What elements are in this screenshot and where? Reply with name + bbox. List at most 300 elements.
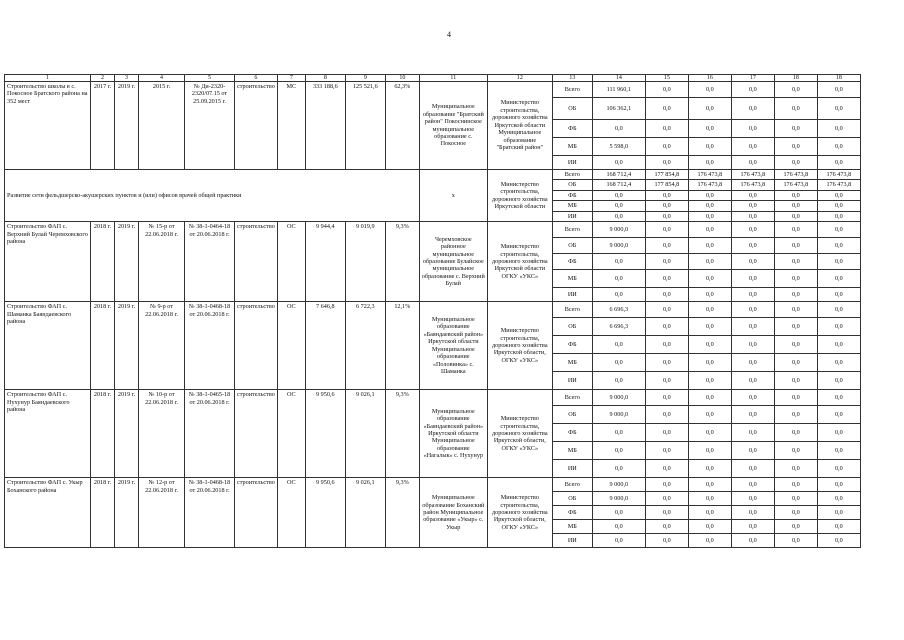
amount-cell: 168 712,4 [592, 180, 645, 190]
header-cell: 14 [592, 75, 645, 82]
funding-source: Всего [552, 390, 592, 406]
amount-cell: 0,0 [645, 82, 688, 98]
header-cell: 7 [277, 75, 305, 82]
amount-cell: 0,0 [817, 82, 860, 98]
amount-cell: 0,0 [592, 424, 645, 442]
start-year: 2018 г. [91, 478, 115, 548]
amount-cell: 177 854,8 [645, 170, 688, 180]
amount-cell: 0,0 [688, 354, 731, 372]
amount-cell: 0,0 [688, 406, 731, 424]
amount-cell: 0,0 [774, 238, 817, 254]
amount-cell: 6 696,3 [592, 318, 645, 336]
amount-cell: 0,0 [592, 254, 645, 270]
funding-source: МБ [552, 520, 592, 534]
amount-cell: 176 473,8 [731, 180, 774, 190]
header-cell: 8 [305, 75, 345, 82]
amount-cell: 176 473,8 [817, 180, 860, 190]
funding-source: Всего [552, 82, 592, 98]
amount-cell: 0,0 [592, 460, 645, 478]
amount-cell: 0,0 [774, 534, 817, 548]
amount-cell: 0,0 [645, 238, 688, 254]
decision-doc: № 12-р от 22.06.2018 г. [139, 478, 185, 548]
amount-cell: 0,0 [645, 534, 688, 548]
municipality-cell: Муниципальное образование «Баяндаевский район» Иркутской области Муниципальное образование «Нагалык» с. Нухунур [419, 390, 487, 478]
amount-cell: 0,0 [645, 98, 688, 120]
decision-doc: № 10-р от 22.06.2018 г. [139, 390, 185, 478]
page-number: 4 [447, 30, 451, 39]
remaining-cost: 9 026,1 [345, 390, 385, 478]
customer-cell: Министерство строительства, дорожного хозяйства Иркутской области, ОГКУ «УКС» [487, 390, 552, 478]
amount-cell: 0,0 [774, 478, 817, 492]
object-type: ОС [277, 222, 305, 302]
amount-cell: 0,0 [645, 460, 688, 478]
amount-cell: 0,0 [688, 138, 731, 156]
amount-cell: 0,0 [774, 520, 817, 534]
amount-cell: 0,0 [731, 190, 774, 200]
table-row [5, 478, 861, 492]
funding-source: Всего [552, 302, 592, 318]
start-year: 2017 г. [91, 82, 115, 170]
funding-source: Всего [552, 222, 592, 238]
header-cell: 17 [731, 75, 774, 82]
amount-cell: 176 473,8 [688, 170, 731, 180]
amount-cell: 0,0 [592, 354, 645, 372]
readiness-pct: 9,3% [385, 478, 419, 548]
amount-cell: 0,0 [774, 372, 817, 390]
remaining-cost: 9 026,1 [345, 478, 385, 548]
start-year: 2018 г. [91, 302, 115, 390]
work-kind: строительство [235, 390, 278, 478]
amount-cell: 0,0 [688, 534, 731, 548]
table-row [5, 222, 861, 238]
amount-cell: 111 960,1 [592, 82, 645, 98]
estimated-cost: 9 950,6 [305, 390, 345, 478]
decision-doc: 2015 г. [139, 82, 185, 170]
municipality-cell: Муниципальное образование «Баяндаевский район» Иркутской области Муниципальное образование «Половинка» с. Шаманка [419, 302, 487, 390]
object-type: ОС [277, 302, 305, 390]
amount-cell: 0,0 [592, 442, 645, 460]
start-year: 2018 г. [91, 222, 115, 302]
amount-cell: 0,0 [688, 201, 731, 211]
readiness-pct: 62,3% [385, 82, 419, 170]
amount-cell: 0,0 [774, 138, 817, 156]
amount-cell: 0,0 [817, 190, 860, 200]
amount-cell: 0,0 [774, 120, 817, 138]
customer-cell: Министерство строительства, дорожного хозяйства Иркутской области Муниципальное образование "Братский район" [487, 82, 552, 170]
amount-cell: 0,0 [688, 82, 731, 98]
amount-cell: 0,0 [731, 442, 774, 460]
amount-cell: 0,0 [774, 98, 817, 120]
amount-cell: 0,0 [688, 156, 731, 170]
amount-cell: 168 712,4 [592, 170, 645, 180]
amount-cell: 0,0 [817, 534, 860, 548]
amount-cell: 0,0 [645, 442, 688, 460]
amount-cell: 0,0 [688, 211, 731, 221]
amount-cell: 0,0 [774, 302, 817, 318]
amount-cell: 0,0 [774, 156, 817, 170]
funding-source: ФБ [552, 190, 592, 200]
readiness-pct: 9,3% [385, 390, 419, 478]
project-doc: № 38-1-0468-18 от 20.06.2018 г. [185, 478, 235, 548]
amount-cell: 0,0 [731, 201, 774, 211]
remaining-cost: 6 722,3 [345, 302, 385, 390]
amount-cell: 0,0 [817, 520, 860, 534]
amount-cell: 0,0 [592, 120, 645, 138]
amount-cell: 0,0 [731, 336, 774, 354]
amount-cell: 0,0 [731, 318, 774, 336]
table-row [5, 170, 861, 180]
amount-cell: 0,0 [645, 254, 688, 270]
funding-source: Всего [552, 478, 592, 492]
amount-cell: 0,0 [774, 506, 817, 520]
amount-cell: 0,0 [592, 534, 645, 548]
amount-cell: 0,0 [645, 492, 688, 506]
amount-cell: 0,0 [688, 372, 731, 390]
amount-cell: 0,0 [774, 460, 817, 478]
amount-cell: 176 473,8 [774, 170, 817, 180]
amount-cell: 0,0 [645, 270, 688, 288]
amount-cell: 0,0 [817, 318, 860, 336]
funding-source: ОБ [552, 98, 592, 120]
funding-source: ОБ [552, 180, 592, 190]
funding-source: ИИ [552, 211, 592, 221]
project-doc: № 38-1-0468-18 от 20.06.2018 г. [185, 302, 235, 390]
object-type: МС [277, 82, 305, 170]
amount-cell: 0,0 [688, 336, 731, 354]
amount-cell: 0,0 [645, 318, 688, 336]
amount-cell: 0,0 [688, 390, 731, 406]
header-cell: 1 [5, 75, 91, 82]
amount-cell: 0,0 [817, 506, 860, 520]
estimated-cost: 7 646,8 [305, 302, 345, 390]
funding-source: ФБ [552, 254, 592, 270]
object-name: Строительство ФАП с. Укыр Боханского района [5, 478, 91, 548]
amount-cell: 176 473,8 [731, 170, 774, 180]
municipality-cell: Черемховское районное муниципальное образование Булайское муниципальное образование с. Верхний Булай [419, 222, 487, 302]
amount-cell: 177 854,8 [645, 180, 688, 190]
funding-source: МБ [552, 270, 592, 288]
amount-cell: 0,0 [731, 460, 774, 478]
amount-cell: 0,0 [645, 372, 688, 390]
amount-cell: 0,0 [731, 534, 774, 548]
amount-cell: 0,0 [688, 478, 731, 492]
amount-cell: 0,0 [731, 222, 774, 238]
amount-cell: 0,0 [688, 506, 731, 520]
amount-cell: 0,0 [731, 424, 774, 442]
amount-cell: 0,0 [645, 138, 688, 156]
amount-cell: 0,0 [688, 98, 731, 120]
funding-source: ФБ [552, 336, 592, 354]
amount-cell: 0,0 [731, 270, 774, 288]
header-cell: 15 [645, 75, 688, 82]
amount-cell: 0,0 [688, 222, 731, 238]
funding-source: ФБ [552, 424, 592, 442]
amount-cell: 0,0 [731, 506, 774, 520]
amount-cell: 0,0 [645, 120, 688, 138]
funding-source: МБ [552, 201, 592, 211]
header-row [5, 75, 861, 82]
amount-cell: 0,0 [817, 211, 860, 221]
amount-cell: 0,0 [645, 424, 688, 442]
end-year: 2019 г. [115, 390, 139, 478]
amount-cell: 0,0 [592, 506, 645, 520]
header-cell: 13 [552, 75, 592, 82]
amount-cell: 0,0 [731, 520, 774, 534]
amount-cell: 0,0 [817, 390, 860, 406]
amount-cell: 0,0 [731, 302, 774, 318]
amount-cell: 0,0 [688, 302, 731, 318]
section-mark: х [419, 170, 487, 222]
funding-source: ОБ [552, 238, 592, 254]
amount-cell: 0,0 [774, 390, 817, 406]
amount-cell: 0,0 [645, 390, 688, 406]
amount-cell: 0,0 [592, 190, 645, 200]
remaining-cost: 125 521,6 [345, 82, 385, 170]
amount-cell: 0,0 [731, 238, 774, 254]
table-row [5, 82, 861, 98]
work-kind: строительство [235, 302, 278, 390]
amount-cell: 0,0 [688, 190, 731, 200]
amount-cell: 0,0 [731, 406, 774, 424]
customer-cell: Министерство строительства, дорожного хозяйства Иркутской области ОГКУ «УКС» [487, 222, 552, 302]
amount-cell: 0,0 [592, 201, 645, 211]
funding-source: МБ [552, 354, 592, 372]
amount-cell: 0,0 [817, 98, 860, 120]
header-cell: 18 [774, 75, 817, 82]
amount-cell: 0,0 [774, 492, 817, 506]
amount-cell: 0,0 [817, 120, 860, 138]
amount-cell: 0,0 [774, 424, 817, 442]
amount-cell: 0,0 [817, 138, 860, 156]
amount-cell: 0,0 [817, 336, 860, 354]
readiness-pct: 12,1% [385, 302, 419, 390]
header-cell: 11 [419, 75, 487, 82]
project-doc: № 38-1-0464-18 от 20.06.2018 г. [185, 222, 235, 302]
funding-source: ИИ [552, 534, 592, 548]
amount-cell: 0,0 [688, 442, 731, 460]
remaining-cost: 9 019,9 [345, 222, 385, 302]
amount-cell: 0,0 [774, 318, 817, 336]
amount-cell: 9 000,0 [592, 390, 645, 406]
amount-cell: 0,0 [817, 460, 860, 478]
amount-cell: 0,0 [688, 270, 731, 288]
work-kind: строительство [235, 478, 278, 548]
header-cell: 3 [115, 75, 139, 82]
amount-cell: 0,0 [592, 288, 645, 302]
amount-cell: 0,0 [645, 156, 688, 170]
amount-cell: 0,0 [817, 406, 860, 424]
customer-cell: Министерство строительства, дорожного хозяйства Иркутской области, ОГКУ «УКС» [487, 478, 552, 548]
funding-source: Всего [552, 170, 592, 180]
amount-cell: 0,0 [731, 372, 774, 390]
amount-cell: 0,0 [774, 222, 817, 238]
customer-cell: Министерство строительства, дорожного хозяйства Иркутской области, ОГКУ «УКС» [487, 302, 552, 390]
amount-cell: 0,0 [731, 478, 774, 492]
decision-doc: № 9-р от 22.06.2018 г. [139, 302, 185, 390]
amount-cell: 0,0 [592, 520, 645, 534]
estimated-cost: 9 950,6 [305, 478, 345, 548]
section-title: Развитие сети фельдшерско-акушерских пунктов и (или) офисов врачей общей практики [5, 170, 420, 222]
amount-cell: 0,0 [645, 288, 688, 302]
amount-cell: 0,0 [592, 372, 645, 390]
amount-cell: 176 473,8 [688, 180, 731, 190]
header-cell: 9 [345, 75, 385, 82]
amount-cell: 0,0 [731, 211, 774, 221]
amount-cell: 0,0 [817, 238, 860, 254]
amount-cell: 0,0 [774, 82, 817, 98]
amount-cell: 0,0 [688, 424, 731, 442]
estimated-cost: 333 188,6 [305, 82, 345, 170]
amount-cell: 0,0 [774, 406, 817, 424]
end-year: 2019 г. [115, 222, 139, 302]
amount-cell: 0,0 [645, 302, 688, 318]
municipality-cell: Муниципальное образование Боханский район Муниципальное образование «Укыр» с. Укыр [419, 478, 487, 548]
header-cell: 12 [487, 75, 552, 82]
project-doc: № Ди-2320-2320/07.15 от 25.09.2015 г. [185, 82, 235, 170]
object-name: Строительство ФАП с. Верхний Булай Черемховского района [5, 222, 91, 302]
amount-cell: 0,0 [645, 520, 688, 534]
readiness-pct: 9,3% [385, 222, 419, 302]
amount-cell: 0,0 [731, 98, 774, 120]
work-kind: строительство [235, 82, 278, 170]
amount-cell: 0,0 [592, 211, 645, 221]
amount-cell: 0,0 [731, 354, 774, 372]
object-type: ОС [277, 478, 305, 548]
funding-source: ОБ [552, 318, 592, 336]
amount-cell: 0,0 [817, 372, 860, 390]
amount-cell: 0,0 [731, 288, 774, 302]
amount-cell: 0,0 [645, 354, 688, 372]
amount-cell: 106 362,1 [592, 98, 645, 120]
amount-cell: 0,0 [688, 288, 731, 302]
amount-cell: 0,0 [592, 270, 645, 288]
estimated-cost: 9 944,4 [305, 222, 345, 302]
amount-cell: 0,0 [731, 254, 774, 270]
amount-cell: 9 000,0 [592, 406, 645, 424]
amount-cell: 0,0 [817, 270, 860, 288]
amount-cell: 0,0 [817, 201, 860, 211]
amount-cell: 0,0 [774, 190, 817, 200]
amount-cell: 176 473,8 [817, 170, 860, 180]
amount-cell: 9 000,0 [592, 478, 645, 492]
amount-cell: 0,0 [688, 254, 731, 270]
amount-cell: 0,0 [774, 211, 817, 221]
amount-cell: 6 696,3 [592, 302, 645, 318]
funding-source: ИИ [552, 288, 592, 302]
funding-source: ФБ [552, 506, 592, 520]
municipality-cell: Муниципальное образование "Братский район" Покоснинское муниципальное образование с. Покосное [419, 82, 487, 170]
amount-cell: 0,0 [645, 211, 688, 221]
funding-source: ОБ [552, 406, 592, 424]
amount-cell: 0,0 [688, 520, 731, 534]
funding-source: ФБ [552, 120, 592, 138]
amount-cell: 0,0 [645, 506, 688, 520]
funding-source: ОБ [552, 492, 592, 506]
object-name: Строительство школы в с. Покосное Братского района на 352 мест [5, 82, 91, 170]
end-year: 2019 г. [115, 302, 139, 390]
funding-source: ИИ [552, 460, 592, 478]
amount-cell: 0,0 [774, 336, 817, 354]
amount-cell: 0,0 [817, 302, 860, 318]
amount-cell: 0,0 [645, 406, 688, 424]
amount-cell: 0,0 [592, 336, 645, 354]
object-name: Строительство ФАП с. Шаманка Баяндаевского района [5, 302, 91, 390]
amount-cell: 0,0 [731, 138, 774, 156]
amount-cell: 0,0 [817, 424, 860, 442]
amount-cell: 0,0 [817, 478, 860, 492]
amount-cell: 0,0 [774, 270, 817, 288]
amount-cell: 0,0 [731, 390, 774, 406]
amount-cell: 0,0 [645, 190, 688, 200]
amount-cell: 0,0 [688, 318, 731, 336]
amount-cell: 0,0 [592, 156, 645, 170]
object-name: Строительство ФАП с. Нухунур Баяндаевского района [5, 390, 91, 478]
end-year: 2019 г. [115, 82, 139, 170]
amount-cell: 0,0 [774, 354, 817, 372]
funding-source: МБ [552, 138, 592, 156]
amount-cell: 0,0 [731, 492, 774, 506]
funding-source: ИИ [552, 372, 592, 390]
amount-cell: 0,0 [774, 442, 817, 460]
amount-cell: 0,0 [817, 222, 860, 238]
header-cell: 16 [688, 75, 731, 82]
amount-cell: 0,0 [731, 120, 774, 138]
amount-cell: 0,0 [645, 222, 688, 238]
amount-cell: 0,0 [817, 156, 860, 170]
investment-table [4, 74, 861, 548]
amount-cell: 0,0 [817, 288, 860, 302]
header-cell: 4 [139, 75, 185, 82]
amount-cell: 0,0 [645, 336, 688, 354]
header-cell: 2 [91, 75, 115, 82]
amount-cell: 9 000,0 [592, 222, 645, 238]
funding-source: МБ [552, 442, 592, 460]
amount-cell: 176 473,8 [774, 180, 817, 190]
amount-cell: 0,0 [817, 442, 860, 460]
amount-cell: 0,0 [817, 492, 860, 506]
start-year: 2018 г. [91, 390, 115, 478]
customer-cell: Министерство строительства, дорожного хозяйства Иркутской области [487, 170, 552, 222]
amount-cell: 0,0 [774, 201, 817, 211]
header-cell: 10 [385, 75, 419, 82]
header-cell: 5 [185, 75, 235, 82]
amount-cell: 0,0 [774, 288, 817, 302]
amount-cell: 0,0 [688, 120, 731, 138]
header-cell: 18 [817, 75, 860, 82]
amount-cell: 0,0 [688, 238, 731, 254]
funding-source: ИИ [552, 156, 592, 170]
amount-cell: 0,0 [645, 478, 688, 492]
amount-cell: 0,0 [688, 460, 731, 478]
amount-cell: 0,0 [645, 201, 688, 211]
object-type: ОС [277, 390, 305, 478]
amount-cell: 0,0 [688, 492, 731, 506]
amount-cell: 0,0 [817, 354, 860, 372]
amount-cell: 9 000,0 [592, 492, 645, 506]
header-cell: 6 [235, 75, 278, 82]
decision-doc: № 15-р от 22.06.2018 г. [139, 222, 185, 302]
amount-cell: 0,0 [817, 254, 860, 270]
table-row [5, 390, 861, 406]
end-year: 2019 г. [115, 478, 139, 548]
project-doc: № 38-1-0465-18 от 20.06.2018 г. [185, 390, 235, 478]
work-kind: строительство [235, 222, 278, 302]
amount-cell: 5 598,0 [592, 138, 645, 156]
table-row [5, 302, 861, 318]
amount-cell: 9 000,0 [592, 238, 645, 254]
amount-cell: 0,0 [774, 254, 817, 270]
amount-cell: 0,0 [731, 82, 774, 98]
